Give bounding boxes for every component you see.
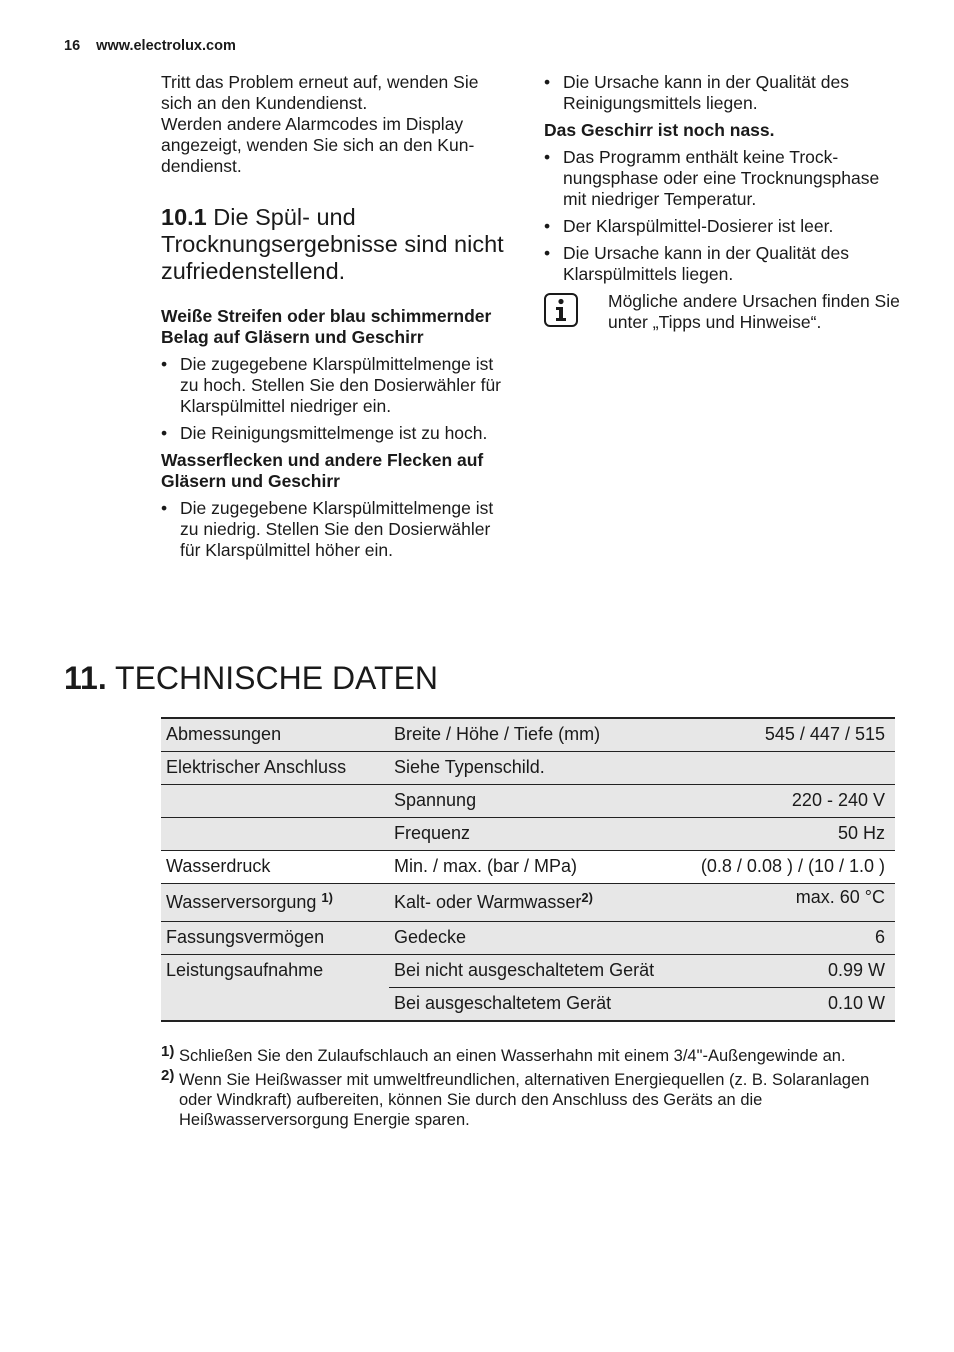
table-cell: Bei nicht ausgeschaltetem Gerät xyxy=(389,955,674,988)
bullet-list-water-spots xyxy=(161,498,511,561)
section-title: Die Spül- und Trocknungsergebnisse sind nicht zufriedenstellend. xyxy=(161,204,504,284)
footnote-mark: 2) xyxy=(161,1067,175,1084)
table-cell: Leistungsaufnahme xyxy=(161,955,389,988)
cell-text: Wasserversorgung xyxy=(166,892,317,912)
cell-text: Kalt- oder Warmwasser xyxy=(394,892,582,912)
footnotes xyxy=(161,1043,901,1134)
table-cell xyxy=(674,752,895,785)
table-cell: 50 Hz xyxy=(674,818,895,851)
website-link[interactable]: www.electrolux.com xyxy=(96,38,236,54)
list-item: • Die zugegebene Klarspülmittelmenge ist zu niedrig. Stellen Sie den Dosierwähler für Klarspülmittel höher ein. xyxy=(161,498,511,561)
table-cell xyxy=(161,818,389,851)
table-cell: Bei ausgeschaltetem Gerät xyxy=(389,988,674,1022)
bullet-list-streaks xyxy=(161,354,511,444)
table-row xyxy=(161,955,895,988)
table-cell: Spannung xyxy=(389,785,674,818)
footnote xyxy=(161,1067,901,1130)
footnote xyxy=(161,1043,901,1066)
list-item: • Der Klarspülmittel-Dosierer ist leer. xyxy=(544,216,904,237)
bullet-list-detergent xyxy=(544,72,904,114)
section-10-1-heading xyxy=(161,204,511,285)
table-row xyxy=(161,785,895,818)
table-cell: Gedecke xyxy=(389,922,674,955)
table-cell: Wasserdruck xyxy=(166,856,271,876)
table-cell: 6 xyxy=(674,922,895,955)
table-cell: Siehe Typenschild. xyxy=(389,752,674,785)
table-cell: Min. / max. (bar / MPa) xyxy=(394,856,578,876)
table-cell: Fassungsvermögen xyxy=(161,922,389,955)
list-item: • Die Reinigungsmittelmenge ist zu hoch. xyxy=(161,423,511,444)
table-cell xyxy=(161,884,389,922)
footnote-mark: 1) xyxy=(161,1043,175,1060)
table-row xyxy=(161,922,895,955)
table-row xyxy=(161,718,895,752)
subheading-still-wet: Das Geschirr ist noch nass. xyxy=(544,120,775,140)
list-item: • Die Ursache kann in der Qualität des Klarspülmittels liegen. xyxy=(544,243,904,285)
technical-data-table xyxy=(161,717,895,1022)
page-header xyxy=(64,38,236,54)
subheading-water-spots: Wasserflecken und andere Flecken auf Gläsern und Geschirr xyxy=(161,450,484,491)
subheading-streaks: Weiße Streifen oder blau schimmernder Belag auf Gläsern und Geschirr xyxy=(161,306,492,347)
footnote-ref: 1) xyxy=(321,890,333,905)
table-cell: Elektrischer Anschluss xyxy=(161,752,389,785)
table-cell xyxy=(161,988,389,1022)
footnote-text: Schließen Sie den Zulaufschlauch an einen Wasserhahn mit einem 3/4"-Außengewinde an. xyxy=(179,1047,846,1065)
table-cell: Breite / Höhe / Tiefe (mm) xyxy=(389,718,674,752)
table-cell: 0.10 W xyxy=(674,988,895,1022)
intro-text-2: Werden andere Alarmcodes im Display angezeigt, wenden Sie sich an den Kundendienst. xyxy=(161,114,475,176)
list-item: • Das Programm enthält keine Trocknungsphase oder eine Trocknungsphase mit niedriger Temperatur. xyxy=(544,147,904,210)
left-column xyxy=(161,72,511,567)
table-row xyxy=(161,818,895,851)
footnote-text: Wenn Sie Heißwasser mit umweltfreundlichen, alternativen Energiequellen (z. B. Solaranlagen oder Windkraft) aufbereiten, können Sie durch den Anschluss des Geräts an die Heißwasserversorgung Energie sparen. xyxy=(179,1071,870,1129)
table-cell: max. 60 °C xyxy=(674,884,895,922)
table-cell: (0.8 / 0.08 ) / (10 / 1.0 ) xyxy=(700,856,885,876)
table-row xyxy=(161,752,895,785)
table-cell xyxy=(161,785,389,818)
info-note xyxy=(544,291,904,333)
bullet-list-still-wet xyxy=(544,147,904,285)
table-cell xyxy=(389,884,674,922)
table-row xyxy=(161,851,895,884)
list-item: • Die Ursache kann in der Qualität des Reinigungsmittels liegen. xyxy=(544,72,904,114)
info-text: Mögliche andere Ursachen finden Sie unter „Tipps und Hinweise“. xyxy=(608,291,900,332)
table-cell: 0.99 W xyxy=(674,955,895,988)
table-cell: 545 / 447 / 515 xyxy=(674,718,895,752)
table-cell: 220 - 240 V xyxy=(674,785,895,818)
section-number: 10.1 xyxy=(161,204,207,230)
right-column xyxy=(544,72,904,333)
section-11-title: TECHNISCHE DATEN xyxy=(115,660,439,696)
table-row xyxy=(161,884,895,922)
section-11-heading xyxy=(64,658,438,698)
table-cell: Frequenz xyxy=(389,818,674,851)
info-icon xyxy=(544,293,578,327)
intro-text-1: Tritt das Problem erneut auf, wenden Sie sich an den Kundendienst. xyxy=(161,72,479,113)
table-cell: Abmessungen xyxy=(161,718,389,752)
footnote-ref: 2) xyxy=(581,890,593,905)
page-number: 16 xyxy=(64,38,81,54)
section-11-number: 11. xyxy=(64,660,107,696)
list-item: • Die zugegebene Klarspülmittelmenge ist zu hoch. Stellen Sie den Dosierwähler für Klarspülmittel niedriger ein. xyxy=(161,354,511,417)
table-row xyxy=(161,988,895,1022)
